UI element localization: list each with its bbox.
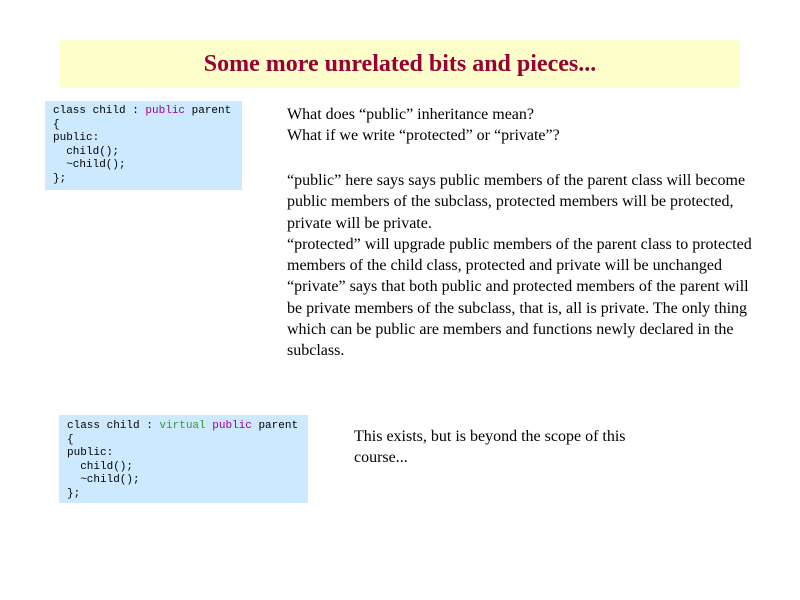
title-banner (60, 40, 740, 88)
code-text: class child : (53, 105, 146, 117)
slide-title: Some more unrelated bits and pieces... (203, 50, 597, 77)
code-line: }; (67, 487, 81, 500)
questions-block (287, 104, 767, 147)
keyword-virtual: virtual (159, 420, 206, 432)
code-text: parent (185, 105, 232, 117)
code-block-public-inheritance (45, 101, 242, 190)
keyword-public: public (212, 420, 252, 432)
code-line (67, 420, 308, 434)
code-line: public: (53, 132, 100, 144)
code-line: { (67, 433, 74, 446)
keyword-public: public (145, 105, 186, 117)
code-line: public: (67, 447, 114, 459)
code-line: child(); (67, 460, 134, 473)
code-line: }; (53, 172, 67, 185)
answer-private: “private” says that both public and protected members of the parent will be private members of the subclass, that is, all is private. The only thing which can be public are members and functions newly declared in the subclass. (287, 278, 749, 360)
answer-protected: “protected” will upgrade public members of the parent class to protected members of the child class, protected and private will be unchanged (287, 235, 752, 275)
code-text: class child : (67, 420, 160, 432)
answers-block (287, 170, 757, 362)
question-public: What does “public” inheritance mean? (287, 106, 534, 123)
answer-public: “public” here says says public members of the parent class will become public members of the subclass, protected members will be protected, private will be private. (287, 172, 746, 232)
code-block-virtual-inheritance (59, 415, 308, 503)
code-line: child(); (53, 145, 120, 158)
code-line: ~child(); (53, 159, 126, 171)
scope-note: This exists, but is beyond the scope of this course... (354, 428, 626, 467)
code-line: ~child(); (67, 474, 140, 486)
code-line: { (53, 118, 60, 131)
code-line (53, 105, 242, 119)
code-text: parent (251, 420, 299, 432)
question-protected-private: What if we write “protected” or “private”? (287, 127, 560, 145)
